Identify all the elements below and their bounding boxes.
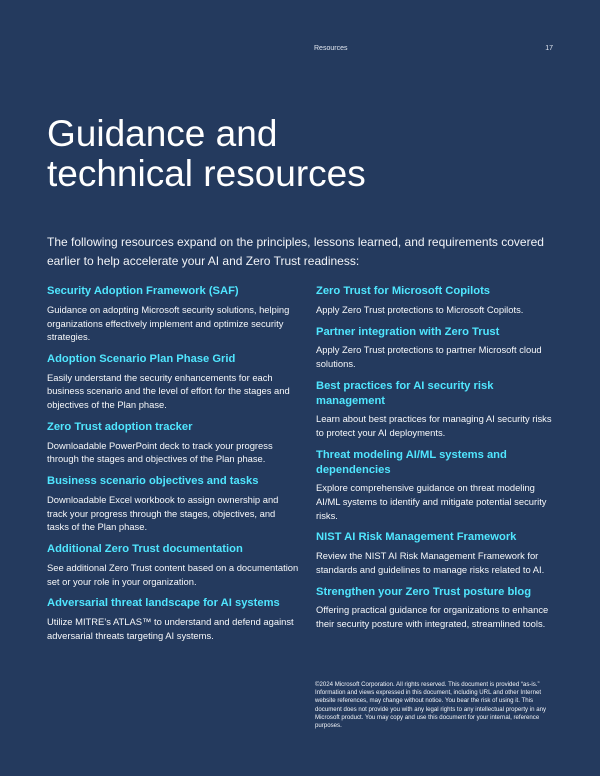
- left-resource-column: [47, 284, 299, 650]
- resource-link-adversarial-threat-landscape[interactable]: Adversarial threat landscape for AI systems: [47, 597, 280, 610]
- page-title-line-2: technical resources: [47, 153, 366, 195]
- resource-link-threat-modeling-ai-ml[interactable]: Threat modeling AI/ML systems and dependencies: [316, 448, 507, 476]
- resource-item: [47, 542, 299, 588]
- resource-item: [316, 284, 558, 317]
- resource-item: [47, 420, 299, 466]
- resource-description: Apply Zero Trust protections to Microsoft Copilots.: [316, 303, 524, 315]
- resource-link-nist-ai-risk-framework[interactable]: NIST AI Risk Management Framework: [316, 531, 517, 544]
- resource-description: Learn about best practices for managing AI security risks to protect your AI deployments.: [316, 413, 552, 438]
- resource-link-security-adoption-framework[interactable]: Security Adoption Framework (SAF): [47, 285, 239, 297]
- resource-description: Explore comprehensive guidance on threat modeling AI/ML systems to identify and mitigate potential security risks.: [316, 482, 547, 521]
- page-title: [47, 114, 507, 195]
- resource-description: Apply Zero Trust protections to partner Microsoft cloud solutions.: [316, 344, 542, 369]
- resource-item: [316, 585, 558, 631]
- resource-link-adoption-scenario-grid[interactable]: Adoption Scenario Plan Phase Grid: [47, 352, 236, 365]
- resource-item: [316, 325, 558, 371]
- resource-description: Offering practical guidance for organizations to enhance their security posture with integrated, streamlined tools.: [316, 604, 549, 630]
- resource-link-zero-trust-copilots[interactable]: Zero Trust for Microsoft Copilots: [316, 285, 491, 297]
- resource-description: Utilize MITRE’s ATLAS™ to understand and defend against adversarial threats targeting AI systems.: [47, 616, 294, 641]
- resource-item: [47, 474, 299, 534]
- copyright-notice: ©2024 Microsoft Corporation. All rights reserved. This document is provided “as-is.” Information and views expressed in this document, including URL and other Internet website references, may change without notice. You bear the risk of using it. This document does not provide you with any legal rights to any intellectual property in any Microsoft product. You may copy and use this document for your internal, reference purposes.: [315, 681, 547, 730]
- resource-link-zero-trust-documentation[interactable]: Additional Zero Trust documentation: [47, 543, 243, 556]
- page-header-section: Resources: [314, 45, 348, 52]
- resource-item: [47, 284, 299, 344]
- resource-link-zero-trust-posture-blog[interactable]: Strengthen your Zero Trust posture blog: [316, 585, 532, 598]
- page-number: 17: [545, 45, 553, 52]
- resource-item: [316, 448, 558, 523]
- page-title-line-1: Guidance and: [47, 113, 278, 154]
- right-resource-column: [316, 284, 558, 639]
- resource-item: [47, 352, 299, 412]
- resource-description: See additional Zero Trust content based on a documentation set or your role in your organization.: [47, 561, 299, 587]
- resource-link-ai-security-risk-management[interactable]: Best practices for AI security risk management: [316, 379, 494, 407]
- resource-description: Review the NIST AI Risk Management Framework for standards and guidelines to manage risks related to AI.: [316, 550, 545, 575]
- resource-link-business-scenario-objectives[interactable]: Business scenario objectives and tasks: [47, 475, 259, 488]
- resource-item: [316, 379, 558, 440]
- intro-paragraph: The following resources expand on the principles, lessons learned, and requirements covered earlier to help accelerate your AI and Zero Trust readiness:: [47, 235, 544, 268]
- resource-description: Guidance on adopting Microsoft security solutions, helping organizations effectively implement and optimize security strategies.: [47, 303, 290, 343]
- resource-description: Downloadable Excel workbook to assign ownership and track your progress through the stages, objectives, and tasks of the Plan phase.: [47, 493, 279, 533]
- resource-description: Downloadable PowerPoint deck to track your progress through the stages and objectives of the Plan phase.: [47, 439, 273, 465]
- resource-link-zero-trust-adoption-tracker[interactable]: Zero Trust adoption tracker: [47, 420, 193, 433]
- resource-link-partner-integration[interactable]: Partner integration with Zero Trust: [316, 325, 500, 338]
- resource-item: [316, 530, 558, 576]
- resource-description: Easily understand the security enhancements for each business scenario and the level of effort for the stages and objectives of the Plan phase.: [47, 371, 290, 411]
- resource-item: [47, 596, 299, 642]
